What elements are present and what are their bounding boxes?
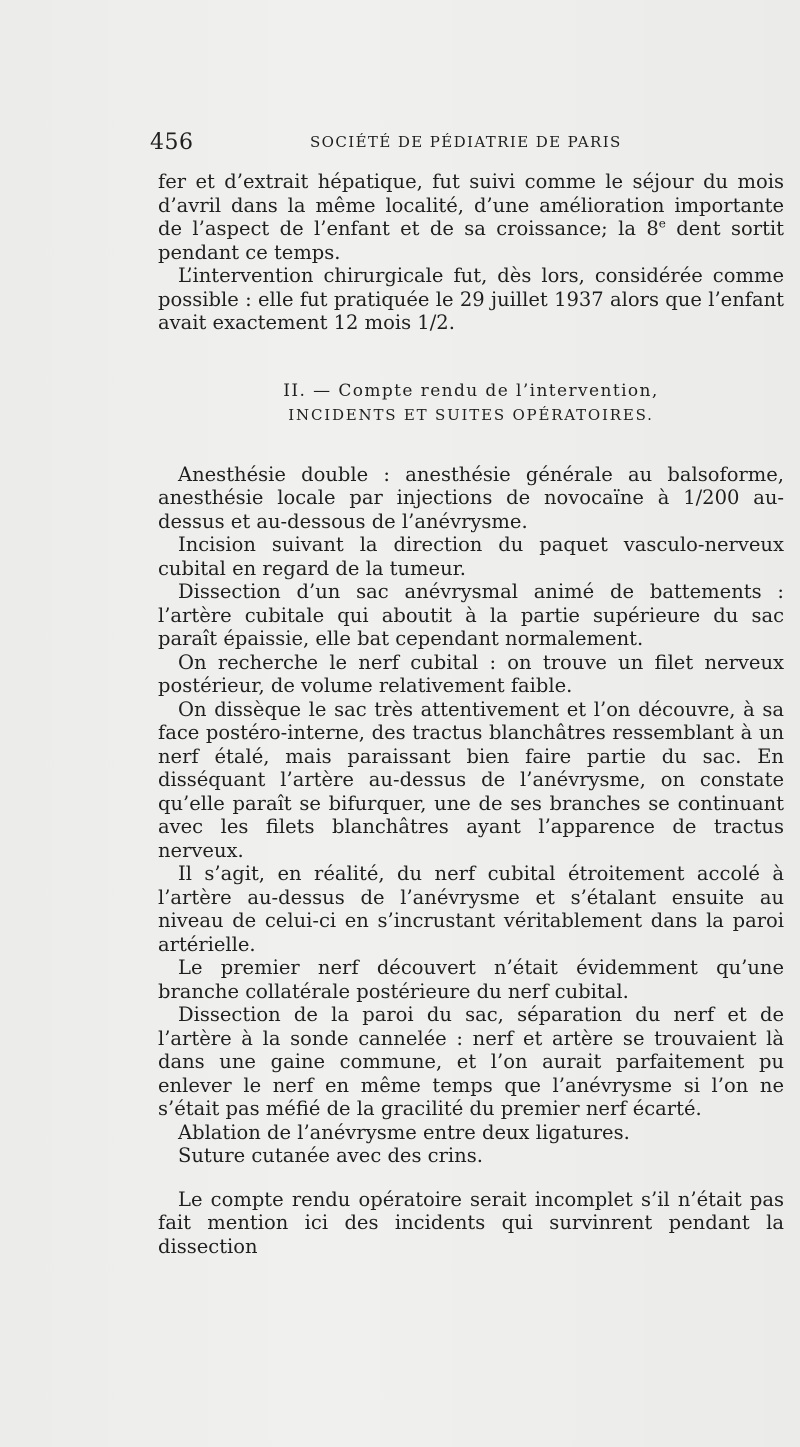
page-number: 456 — [150, 130, 194, 155]
section-heading-line2: INCIDENTS ET SUITES OPÉRATOIRES. — [288, 405, 654, 424]
paragraph-continuation — [158, 170, 784, 264]
paragraph: Dissection de la paroi du sac, séparation du nerf et de l’artère à la sonde cannelée : nerf et artère se trouvaient là dans une gaine commune, et l’on aurait parfaitement pu enlever le nerf en même temps que l’anévrysme si l’on ne s’était pas méfié de la gracilité du premier nerf écarté. — [158, 1003, 784, 1120]
section-heading — [158, 379, 784, 427]
body-text — [158, 170, 784, 1258]
superscript: e — [658, 216, 666, 231]
page-header — [150, 130, 640, 160]
section-heading-line1: II. — Compte rendu de l’intervention, — [283, 380, 659, 401]
paragraph: Anesthésie double : anesthésie générale au balsoforme, anesthésie locale par injections de novocaïne à 1/200 au-dessus et au-dessous de l’anévrysme. — [158, 462, 784, 533]
paragraph: On recherche le nerf cubital : on trouve un filet nerveux postérieur, de volume relativement faible. — [158, 650, 784, 697]
paragraph: Il s’agit, en réalité, du nerf cubital étroitement accolé à l’artère au-dessus de l’anévrysme et s’étalant ensuite au niveau de celui-ci en s’incrustant véritablement dans la paroi artérielle. — [158, 862, 784, 956]
paragraph: L’intervention chirurgicale fut, dès lors, considérée comme possible : elle fut pratiquée le 29 juillet 1937 alors que l’enfant avait exactement 12 mois 1/2. — [158, 264, 784, 334]
paragraph-spacer — [158, 1168, 784, 1188]
paragraph: Incision suivant la direction du paquet vasculo-nerveux cubital en regard de la tumeur. — [158, 533, 784, 580]
paragraph: Le premier nerf découvert n’était évidemment qu’une branche collatérale postérieure du nerf cubital. — [158, 956, 784, 1003]
paragraph-text: dent sortit pendant ce temps. — [158, 217, 784, 264]
paragraph: Dissection d’un sac anévrysmal animé de battements : l’artère cubitale qui aboutit à la partie supérieure du sac paraît épaissie, elle bat cependant normalement. — [158, 580, 784, 650]
paragraph: On dissèque le sac très attentivement et l’on découvre, à sa face postéro-interne, des tractus blanchâtres ressemblant à un nerf étalé, mais paraissant bien faire partie du sac. En disséquant l’artère au-dessus de l’anévrysme, on constate qu’elle paraît se bifurquer, une de ses branches se continuant avec les filets blanchâtres ayant l’apparence de tractus nerveux. — [158, 697, 784, 862]
paragraph: Suture cutanée avec des crins. — [178, 1144, 483, 1167]
paragraph: Ablation de l’anévrysme entre deux ligatures. — [178, 1120, 630, 1144]
paragraph-final: Le compte rendu opératoire serait incomplet s’il n’était pas fait mention ici des incidents qui survinrent pendant la dissection — [158, 1187, 784, 1258]
running-head: SOCIÉTÉ DE PÉDIATRIE DE PARIS — [310, 133, 622, 151]
paragraph-text: fer et d’extrait hépatique, fut suivi comme le séjour du mois d’avril dans la même localité, d’une amélioration importante de l’aspect de l’enfant et de sa croissance; la 8 — [158, 170, 784, 240]
